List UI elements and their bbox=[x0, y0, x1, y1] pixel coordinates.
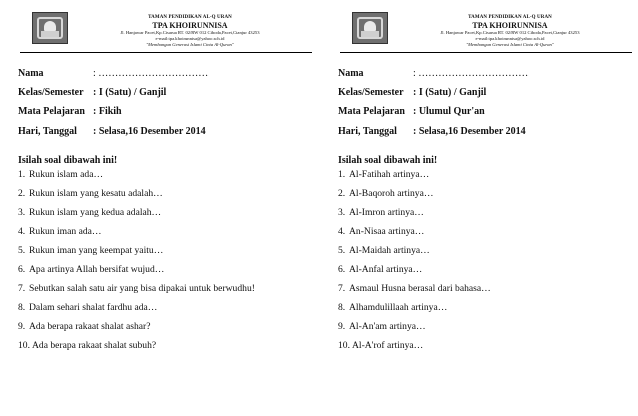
info-row-class bbox=[18, 88, 166, 98]
info-value: : …………………………… bbox=[93, 68, 209, 79]
school-logo-icon bbox=[352, 12, 388, 44]
list-item bbox=[18, 265, 318, 284]
worksheet-left bbox=[18, 0, 318, 416]
question-number: 7. bbox=[338, 283, 346, 294]
question-number: 10. bbox=[338, 340, 350, 351]
list-item bbox=[338, 189, 638, 208]
list-item bbox=[338, 284, 638, 303]
question-text: Rukun islam yang kedua adalah… bbox=[29, 207, 162, 218]
question-text: Al-Imron artinya… bbox=[349, 207, 424, 218]
question-number: 4. bbox=[18, 226, 26, 237]
question-text: Rukun islam ada… bbox=[29, 169, 104, 180]
question-list bbox=[18, 170, 318, 360]
question-text: Apa artinya Allah bersifat wujud… bbox=[29, 264, 165, 275]
school-address: Jl. Hanjawar Pacet,Kp.Cisarua RT. 02/RW 012 Ciboda,Pacet,Cianjur 43253 bbox=[120, 30, 260, 35]
institution-title: TAMAN PENDIDIKAN AL-Q URAN bbox=[148, 15, 232, 20]
list-item bbox=[338, 265, 638, 284]
question-number: 1. bbox=[338, 169, 346, 180]
school-address: Jl. Hanjawar Pacet,Kp.Cisarua RT. 02/RW 012 Ciboda,Pacet,Cianjur 43253 bbox=[440, 30, 580, 35]
info-label: Nama bbox=[338, 68, 364, 79]
question-number: 5. bbox=[338, 245, 346, 256]
list-item bbox=[18, 227, 318, 246]
question-number: 5. bbox=[18, 245, 26, 256]
school-name: TPA KHOIRUNNISA bbox=[472, 21, 548, 30]
question-number: 9. bbox=[18, 321, 26, 332]
question-text: Sebutkan salah satu air yang bisa dipakai untuk berwudhu! bbox=[29, 283, 255, 294]
school-motto: "Membangun Generasi Islami Cinta Al-Quran" bbox=[146, 42, 234, 47]
question-number: 3. bbox=[18, 207, 26, 218]
list-item bbox=[18, 322, 318, 341]
letterhead bbox=[338, 0, 638, 48]
instruction-text: Isilah soal dibawah ini! bbox=[338, 155, 438, 166]
question-number: 10. bbox=[18, 340, 30, 351]
question-text: Rukun iman yang keempat yaitu… bbox=[29, 245, 164, 256]
question-text: Asmaul Husna berasal dari bahasa… bbox=[349, 283, 491, 294]
info-label: Hari, Tanggal bbox=[338, 126, 397, 137]
worksheet-right bbox=[338, 0, 638, 416]
list-item bbox=[18, 170, 318, 189]
info-value: : …………………………… bbox=[413, 68, 529, 79]
list-item bbox=[18, 189, 318, 208]
question-text: Al-An'am artinya… bbox=[349, 321, 426, 332]
info-value: : I (Satu) / Ganjil bbox=[93, 87, 167, 98]
question-number: 2. bbox=[338, 188, 346, 199]
info-row-date bbox=[18, 127, 206, 137]
question-number: 9. bbox=[338, 321, 346, 332]
list-item bbox=[338, 322, 638, 341]
question-text: Al-Anfal artinya… bbox=[349, 264, 423, 275]
list-item bbox=[338, 208, 638, 227]
question-number: 8. bbox=[18, 302, 26, 313]
list-item bbox=[18, 246, 318, 265]
question-number: 2. bbox=[18, 188, 26, 199]
info-label: Kelas/Semester bbox=[18, 87, 84, 98]
info-row-class bbox=[338, 88, 486, 98]
question-number: 8. bbox=[338, 302, 346, 313]
info-label: Mata Pelajaran bbox=[338, 106, 405, 117]
question-number: 4. bbox=[338, 226, 346, 237]
school-motto: "Membangun Generasi Islami Cinta Al-Quran" bbox=[466, 42, 554, 47]
list-item bbox=[18, 284, 318, 303]
question-text: Al-Fatihah artinya… bbox=[349, 169, 430, 180]
info-label: Nama bbox=[18, 68, 44, 79]
question-text: Rukun islam yang kesatu adalah… bbox=[29, 188, 163, 199]
question-text: An-Nisaa artinya… bbox=[349, 226, 425, 237]
school-email: e-mail:tpa.khoirunnisa@yahoo.sch.id bbox=[475, 36, 545, 41]
header-divider bbox=[340, 52, 632, 53]
list-item bbox=[18, 208, 318, 227]
question-number: 3. bbox=[338, 207, 346, 218]
info-value: : Selasa,16 Desember 2014 bbox=[93, 126, 206, 137]
info-label: Mata Pelajaran bbox=[18, 106, 85, 117]
info-row-subject bbox=[18, 107, 122, 117]
list-item bbox=[338, 303, 638, 322]
question-text: Al-Baqoroh artinya… bbox=[349, 188, 434, 199]
info-value: : Selasa,16 Desember 2014 bbox=[413, 126, 526, 137]
school-email: e-mail:tpa.khoirunnisa@yahoo.sch.id bbox=[155, 36, 225, 41]
info-row-name bbox=[338, 69, 528, 79]
question-text: Dalam sehari shalat fardhu ada… bbox=[29, 302, 158, 313]
info-value: : Ulumul Qur'an bbox=[413, 106, 485, 117]
question-text: Rukun iman ada… bbox=[29, 226, 102, 237]
info-value: : Fikih bbox=[93, 106, 122, 117]
question-number: 6. bbox=[18, 264, 26, 275]
list-item bbox=[18, 303, 318, 322]
info-value: : I (Satu) / Ganjil bbox=[413, 87, 487, 98]
info-row-subject bbox=[338, 107, 485, 117]
question-text: Ada berapa rakaat shalat subuh? bbox=[32, 340, 157, 351]
school-logo-icon bbox=[32, 12, 68, 44]
letterhead bbox=[18, 0, 318, 48]
institution-title: TAMAN PENDIDIKAN AL-Q URAN bbox=[468, 15, 552, 20]
info-label: Hari, Tanggal bbox=[18, 126, 77, 137]
list-item bbox=[338, 246, 638, 265]
question-number: 7. bbox=[18, 283, 26, 294]
instruction-text: Isilah soal dibawah ini! bbox=[18, 155, 118, 166]
info-label: Kelas/Semester bbox=[338, 87, 404, 98]
info-row-name bbox=[18, 69, 208, 79]
question-list bbox=[338, 170, 638, 360]
list-item bbox=[338, 170, 638, 189]
info-row-date bbox=[338, 127, 526, 137]
question-text: Al-A'rof artinya… bbox=[352, 340, 424, 351]
question-text: Ada berapa rakaat shalat ashar? bbox=[29, 321, 151, 332]
list-item bbox=[338, 227, 638, 246]
header-divider bbox=[20, 52, 312, 53]
question-number: 1. bbox=[18, 169, 26, 180]
list-item bbox=[18, 341, 318, 360]
question-text: Alhamdulillaah artinya… bbox=[349, 302, 448, 313]
school-name: TPA KHOIRUNNISA bbox=[152, 21, 228, 30]
question-text: Al-Maidah artinya… bbox=[349, 245, 430, 256]
question-number: 6. bbox=[338, 264, 346, 275]
list-item bbox=[338, 341, 638, 360]
